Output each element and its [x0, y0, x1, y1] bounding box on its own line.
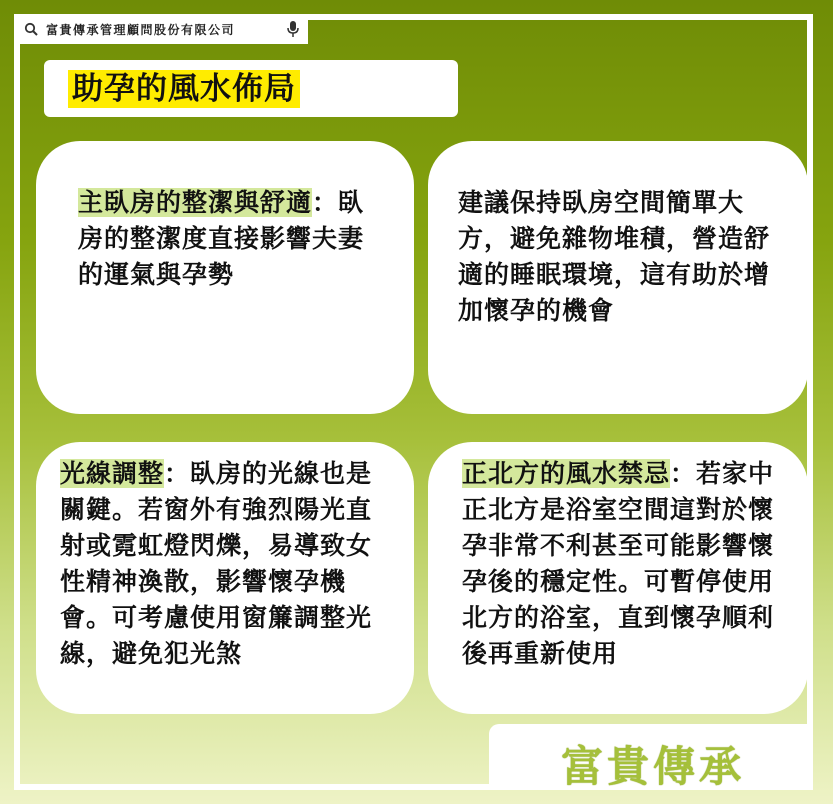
- card-body: ：臥房的光線也是關鍵。若窗外有強烈陽光直射或霓虹燈閃爍，易導致女性精神渙散，影響懷孕機會。可考慮使用窗簾調整光線，避免犯光煞: [60, 459, 373, 668]
- logo-text: 富貴傳承: [561, 742, 746, 791]
- logo-box: [489, 724, 809, 790]
- card-body: 建議保持臥房空間簡單大方，避免雜物堆積，營造舒適的睡眠環境，這有助於增加懷孕的機會: [458, 188, 771, 325]
- card-bedroom-cleanliness: [36, 141, 414, 414]
- search-icon[interactable]: [24, 22, 38, 36]
- card-north-taboo: [428, 442, 808, 714]
- page-title: 助孕的風水佈局: [68, 70, 300, 108]
- card-body: ：臥房的整潔度直接影響夫妻的運氣與孕勢: [78, 188, 365, 289]
- card-lighting: [36, 442, 414, 714]
- search-text[interactable]: 富貴傳承管理顧問股份有限公司: [46, 22, 236, 37]
- microphone-icon[interactable]: [286, 20, 300, 38]
- card-heading: 光線調整: [60, 459, 165, 488]
- card-bedroom-advice: [428, 141, 808, 414]
- card-heading: 主臥房的整潔與舒適: [78, 188, 313, 217]
- title-box: [44, 60, 458, 117]
- search-bar[interactable]: [16, 14, 308, 44]
- card-heading: 正北方的風水禁忌: [462, 459, 671, 488]
- card-body: ：若家中正北方是浴室空間這對於懷孕非常不利甚至可能影響懷孕後的穩定性。可暫停使用北方的浴室，直到懷孕順利後再重新使用: [462, 459, 775, 668]
